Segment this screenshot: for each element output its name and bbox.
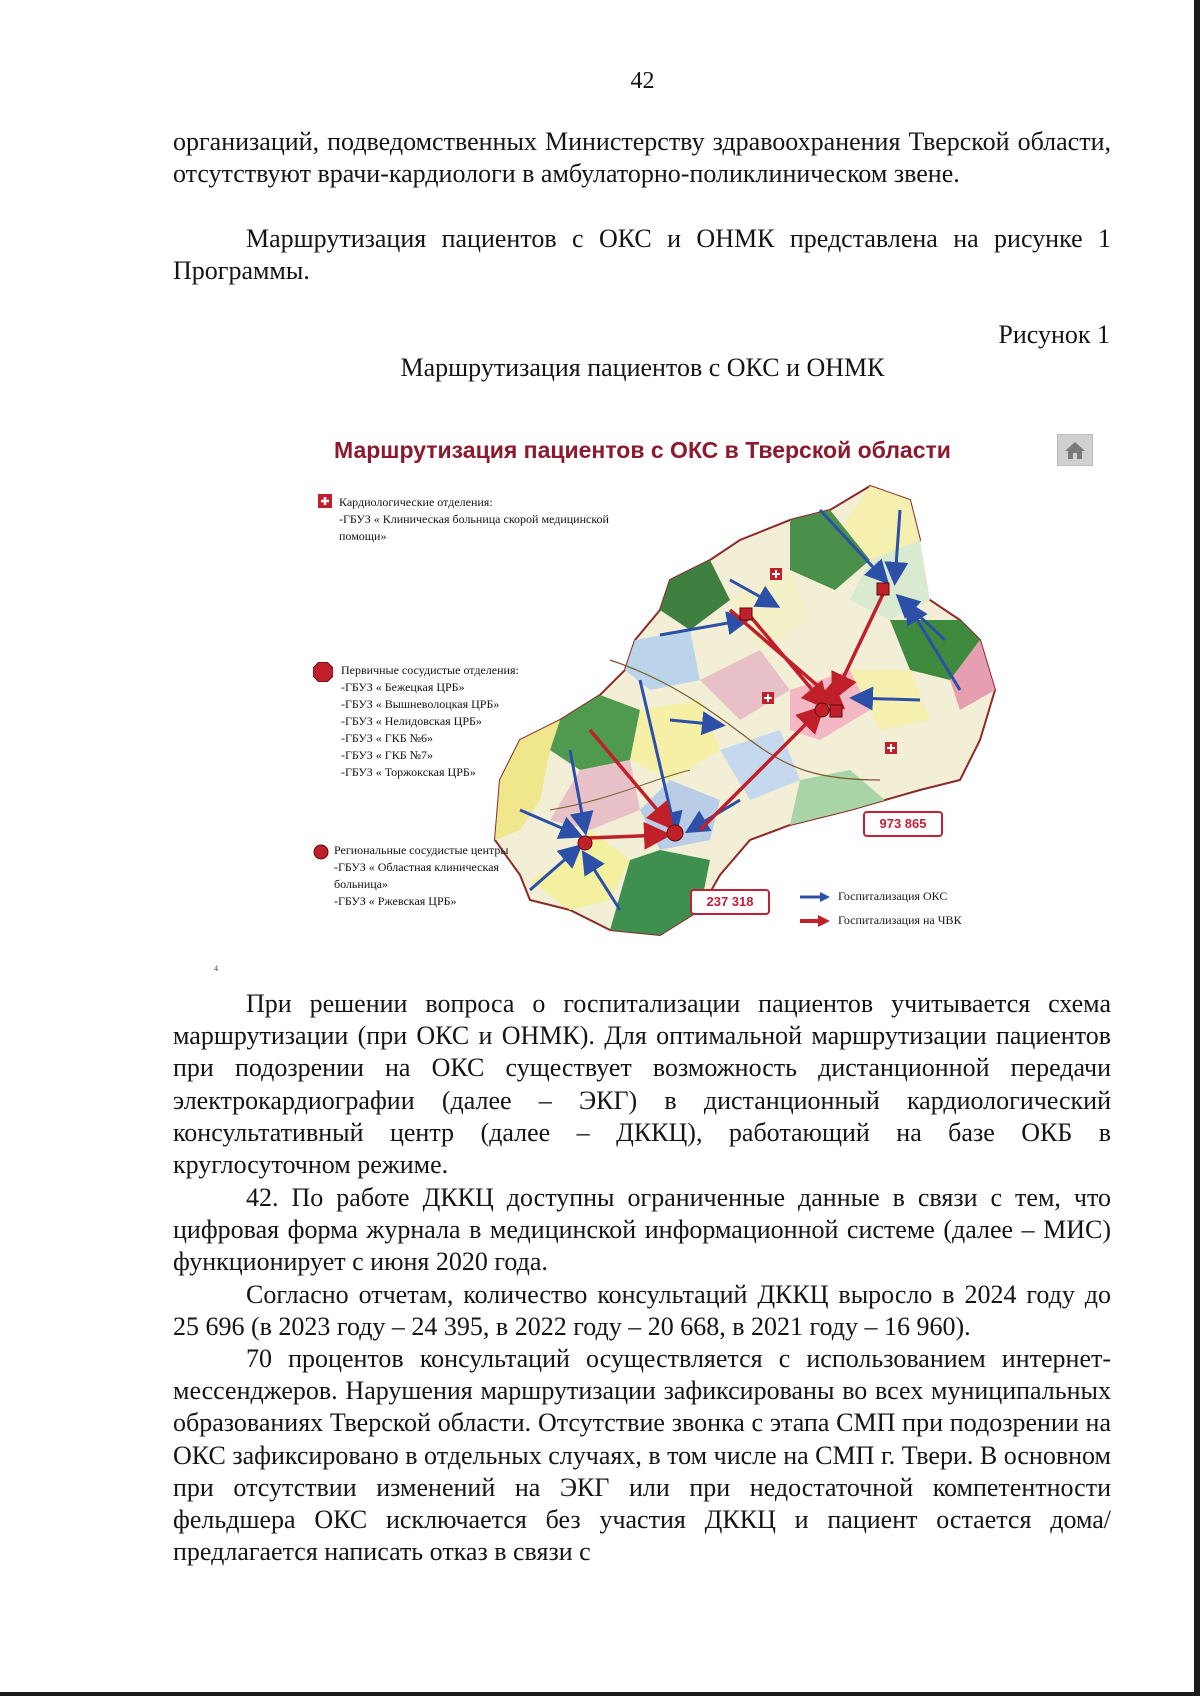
legend-primary-title: Первичные сосудистые отделения: <box>341 663 519 677</box>
legend-item: -ГБУЗ « Клиническая больница скорой медицинской <box>339 512 609 526</box>
home-icon <box>1064 440 1086 460</box>
paragraph-consultations-count: Согласно отчетам, количество консультаций ДККЦ выросло в 2024 году до 25 696 (в 2023 году – 24 395, в 2022 году – 20 668, в 2021 году – 16 960). <box>173 1280 1111 1342</box>
paragraph-messengers: 70 процентов консультаций осуществляется с использованием интернет-мессенджеров. Нарушения маршрутизации зафиксированы во всех муниципальных образованиях Тверской области. Отсутствие звонка с этапа СМП при подозрении на ОКС зафиксировано в отдельных случаях, в том числе на СМП г. Твери. В основном при отсутствии изменений на ЭКГ или при недостаточной компетентности фельдшера ОКС исключается без участия ДККЦ и пациент остается дома/предлагается написать отказ в связи с <box>173 1344 1111 1567</box>
paragraph-routing-reference: Маршрутизация пациентов с ОКС и ОНМК представлена на рисунке 1 Программы. <box>173 224 1111 286</box>
paragraph-intro-continued: организаций, подведомственных Министерству здравоохранения Тверской области, отсутствуют врачи-кардиологи в амбулаторно-поликлиническом звене. <box>173 127 1111 189</box>
legend-item: -ГБУЗ « ГКБ №7» <box>341 748 434 762</box>
legend-regional-title: Региональные сосудистые центры <box>334 843 509 857</box>
arrow-legend-chvk <box>800 913 962 928</box>
red-arrow-icon <box>800 915 830 927</box>
legend-item: помощи» <box>339 529 387 543</box>
legend-item: -ГБУЗ « ГКБ №6» <box>341 731 434 745</box>
figure-label: Рисунок 1 <box>998 320 1110 349</box>
map-title: Маршрутизация пациентов с ОКС в Тверской области <box>334 437 951 463</box>
legend-item: больница» <box>334 877 388 891</box>
legend-item: -ГБУЗ « Бежецкая ЦРБ» <box>341 680 465 694</box>
legend-item: -ГБУЗ « Вышневолоцкая ЦРБ» <box>341 697 500 711</box>
legend-item: -ГБУЗ « Нелидовская ЦРБ» <box>341 714 482 728</box>
blue-arrow-icon <box>800 892 830 902</box>
home-button[interactable] <box>1057 434 1093 466</box>
legend-primary-vascular <box>341 662 591 781</box>
legend-cardiology-title: Кардиологические отделения: <box>339 495 493 509</box>
paragraph-item-42: 42. По работе ДККЦ доступны ограниченные данные в связи с тем, что цифровая форма журнала в медицинской информационной системе (далее – МИС) функционирует с июня 2020 года. <box>173 1183 1111 1277</box>
regional-vascular-center-icon <box>313 844 329 860</box>
figure-caption: Маршрутизация пациентов с ОКС и ОНМК <box>400 353 885 382</box>
legend-cardiology <box>339 494 659 545</box>
population-badge-west: 237 318 <box>690 889 770 915</box>
page-number: 42 <box>630 68 655 94</box>
legend-item: -ГБУЗ « Ржевская ЦРБ» <box>334 894 457 908</box>
arrow-legend-oks-label: Госпитализация ОКС <box>838 889 948 903</box>
legend-item: -ГБУЗ « Торжокская ЦРБ» <box>341 765 476 779</box>
paragraph-routing-scheme: При решении вопроса о госпитализации пациентов учитывается схема маршрутизации (при ОКС и ОНМК). Для оптимальной маршрутизации пациентов при подозрении на ОКС существует возможность дистанционной передачи электрокардиографии (далее – ЭКГ) в дистанционный кардиологический консультативный центр (далее – ДККЦ), работающий на базе ОКБ в круглосуточном режиме. <box>173 989 1111 1180</box>
arrow-legend-chvk-label: Госпитализация на ЧВК <box>838 913 962 927</box>
arrow-legend-oks <box>800 889 947 904</box>
cardiology-department-icon <box>318 494 332 508</box>
legend-regional-vascular <box>334 842 554 910</box>
population-badge-east: 973 865 <box>863 811 943 837</box>
primary-vascular-department-icon <box>313 662 333 682</box>
legend-item: -ГБУЗ « Областная клиническая <box>334 860 499 874</box>
scan-mark: 4 <box>214 964 218 973</box>
